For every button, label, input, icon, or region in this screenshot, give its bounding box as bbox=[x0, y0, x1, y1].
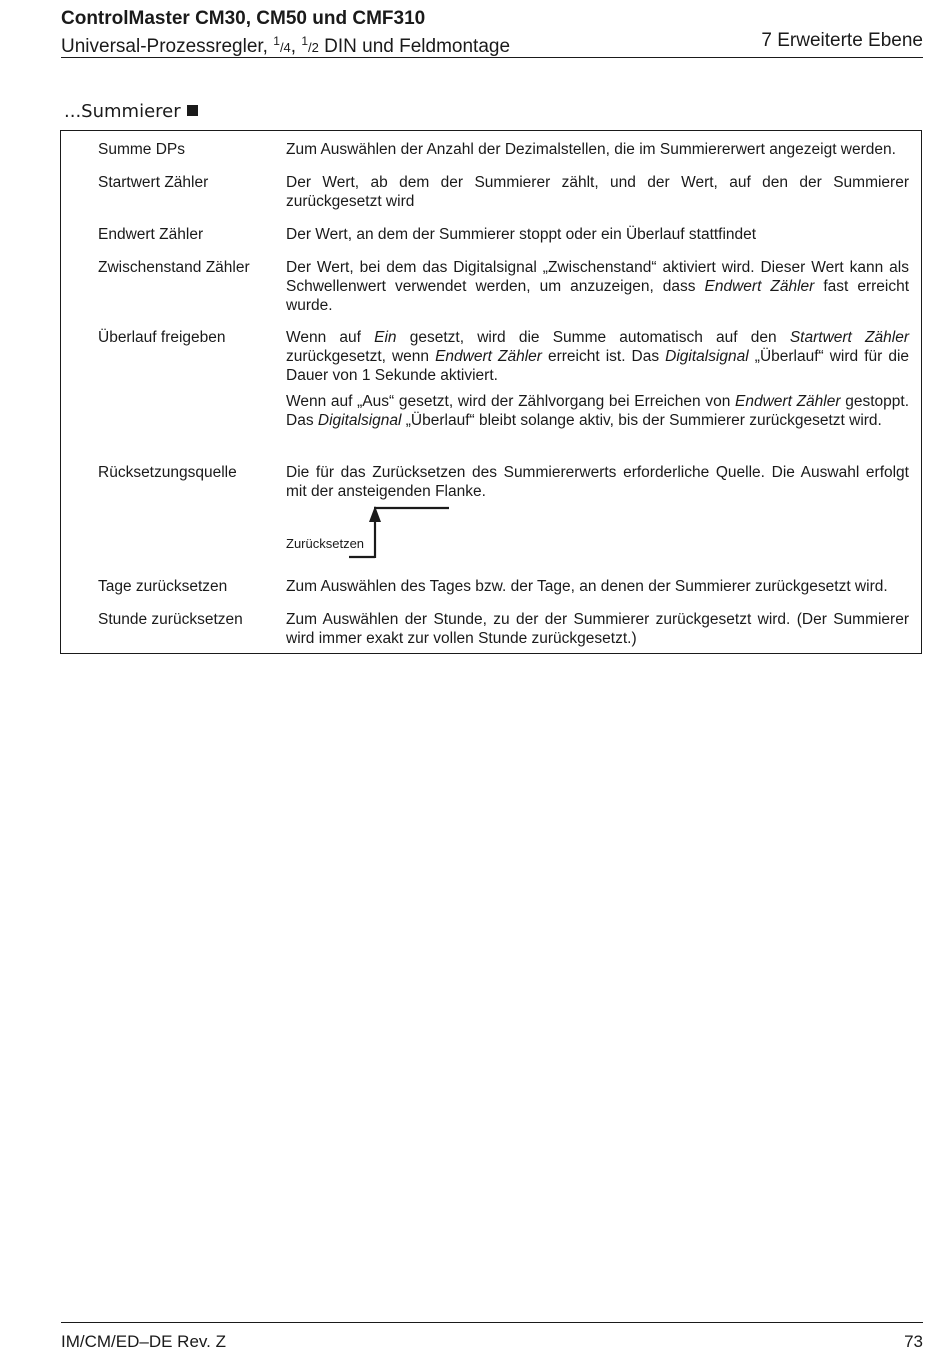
desc-italic: Startwert Zähler bbox=[789, 329, 909, 346]
desc-tage-zuruecksetzen: Zum Auswählen des Tages bzw. der Tage, an denen der Summierer zurückgesetzt wird. bbox=[286, 578, 888, 595]
desc-text: „Überlauf“ bleibt solange aktiv, bis der Summierer zurückgesetzt wird. bbox=[401, 412, 882, 429]
desc-text: zurückgesetzt, wenn bbox=[286, 348, 436, 365]
desc-text: gesetzt, wird die Summe automatisch auf den bbox=[396, 329, 790, 346]
desc-stunde-zuruecksetzen: Zum Auswählen der Stunde, zu der der Summierer zurückgesetzt wird. (Der Summierer wird immer exakt zur vollen Stunde zurückgesetzt.) bbox=[286, 611, 909, 647]
desc-zwischenstand-zaehler bbox=[286, 258, 909, 315]
section-end-square-icon bbox=[187, 105, 198, 116]
desc-italic: Digitalsignal bbox=[317, 412, 402, 429]
desc-startwert-zaehler: Der Wert, ab dem der Summierer zählt, und der Wert, auf den der Summierer zurückgesetzt wird bbox=[286, 174, 909, 210]
subtitle-separator: , bbox=[290, 36, 302, 57]
term-endwert-zaehler: Endwert Zähler bbox=[98, 226, 204, 243]
fraction-2-numerator: 1 bbox=[301, 34, 309, 48]
desc-italic: Digitalsignal bbox=[665, 348, 749, 365]
term-startwert-zaehler: Startwert Zähler bbox=[98, 174, 209, 191]
section-title bbox=[64, 101, 198, 123]
rising-edge-diagram bbox=[285, 500, 465, 564]
desc-ueberlauf-p2 bbox=[286, 392, 909, 430]
page-number: 73 bbox=[904, 1332, 923, 1351]
fraction-1-numerator: 1 bbox=[273, 34, 280, 48]
term-zwischenstand-zaehler: Zwischenstand Zähler bbox=[98, 259, 250, 276]
document-subtitle bbox=[61, 30, 510, 59]
desc-text: fast erreicht wurde. bbox=[286, 278, 910, 314]
desc-ruecksetzungsquelle: Die für das Zurücksetzen des Summiererwerts erforderliche Quelle. Die Auswahl erfolgt mit der ansteigenden Flanke. bbox=[286, 464, 909, 500]
desc-text: Wenn auf „Aus“ gesetzt, wird der Zählvorgang bei Erreichen von bbox=[286, 393, 736, 410]
desc-text: gestoppt. Das bbox=[286, 393, 909, 429]
desc-summe-dps: Zum Auswählen der Anzahl der Dezimalstellen, die im Summiererwert angezeigt werden. bbox=[286, 141, 896, 158]
subtitle-suffix: DIN und Feldmontage bbox=[318, 36, 511, 57]
term-stunde-zuruecksetzen: Stunde zurücksetzen bbox=[98, 611, 243, 628]
page-header bbox=[61, 8, 923, 57]
term-ruecksetzungsquelle: Rücksetzungsquelle bbox=[98, 464, 237, 481]
subtitle-prefix: Universal-Prozessregler, bbox=[61, 36, 274, 57]
desc-text: erreicht ist. Das bbox=[541, 348, 666, 365]
chapter-title: 7 Erweiterte Ebene bbox=[761, 30, 923, 51]
term-tage-zuruecksetzen: Tage zurücksetzen bbox=[98, 578, 228, 595]
desc-text: Wenn auf bbox=[286, 329, 375, 346]
document-id: IM/CM/ED–DE Rev. Z bbox=[61, 1332, 226, 1351]
footer-rule bbox=[61, 1322, 923, 1323]
desc-italic: Endwert Zähler bbox=[704, 278, 815, 295]
diagram-label: Zurücksetzen bbox=[286, 536, 365, 551]
desc-endwert-zaehler: Der Wert, an dem der Summierer stoppt oder ein Überlauf stattfindet bbox=[286, 226, 757, 243]
desc-text: Der Wert, bei dem das Digitalsignal „Zwischenstand“ aktiviert wird. Dieser Wert kann als Schwellenwert verwendet werden, um anzuzeigen, dass bbox=[286, 259, 909, 295]
subtitle-row bbox=[61, 30, 923, 57]
section-title-text: ...Summierer bbox=[64, 101, 181, 122]
document-title: ControlMaster CM30, CM50 und CMF310 bbox=[61, 8, 426, 29]
fraction-1-denominator: /4 bbox=[279, 40, 291, 55]
desc-italic: Endwert Zähler bbox=[435, 348, 542, 365]
desc-text: „Überlauf“ wird für die Dauer von 1 Sekunde aktiviert. bbox=[286, 348, 910, 384]
header-rule bbox=[61, 57, 923, 58]
term-summe-dps: Summe DPs bbox=[98, 141, 185, 158]
desc-italic: Ein bbox=[374, 329, 397, 346]
desc-ueberlauf-p1 bbox=[286, 328, 909, 385]
fraction-2-denominator: /2 bbox=[308, 40, 319, 55]
desc-italic: Endwert Zähler bbox=[735, 393, 841, 410]
term-ueberlauf-freigeben: Überlauf freigeben bbox=[98, 329, 226, 346]
